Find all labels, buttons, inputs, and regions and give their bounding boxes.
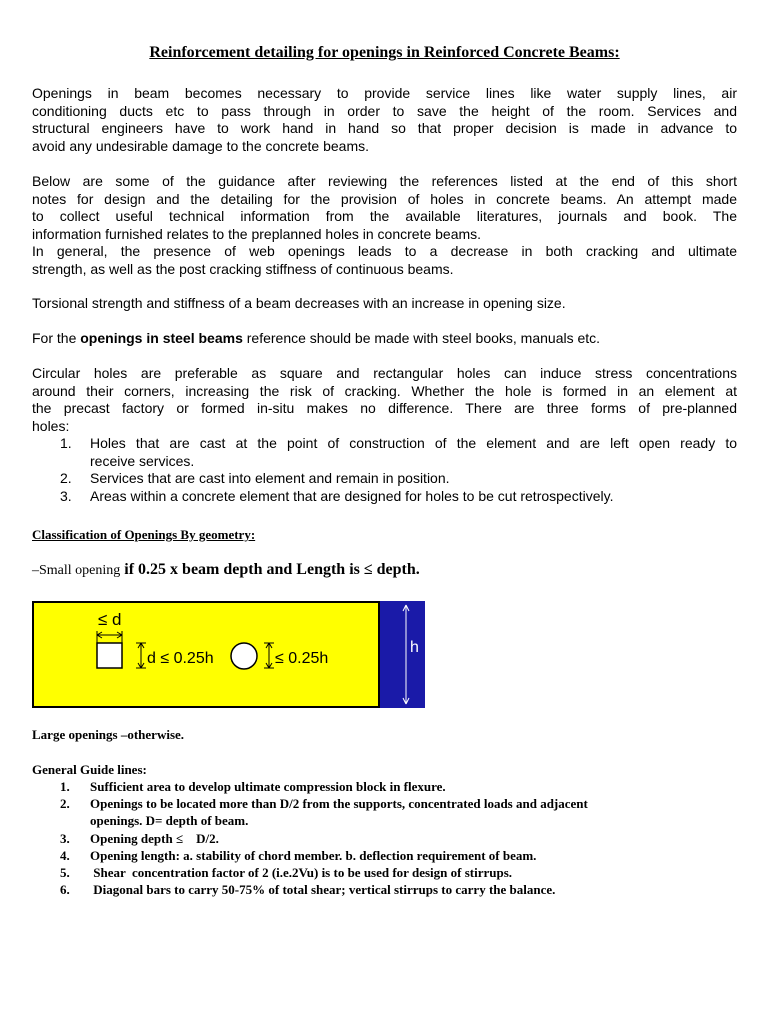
text-line: Torsional strength and stiffness of a beam decreases with an increase in opening size. [32,295,566,311]
text-line: Circular holes are preferable as square and rectangular holes can induce stress concentrations [32,365,737,381]
small-opening-criteria: if 0.25 x beam depth and Length is ≤ depth. [120,561,420,578]
paragraph-steel-beams [32,330,737,348]
beam-height-label: h [410,639,419,656]
paragraph-web-openings [32,243,737,278]
paragraph-torsion [32,295,737,313]
square-depth-label: d ≤ 0.25h [147,650,214,667]
width-limit-label: ≤ d [98,610,122,629]
beam-opening-diagram [32,601,425,708]
list-item [32,795,737,829]
text-line: avoid any undesirable damage to the concrete beams. [32,137,369,154]
text-line: Holes that are cast at the point of construction of the element and are left open ready to [90,435,737,451]
list-number: 3. [60,830,70,846]
text-line: Diagonal bars to carry 50-75% of total shear; vertical stirrups to carry the balance. [90,882,556,898]
list-item [32,778,737,795]
text-line: receive services. [90,452,195,469]
list-number: 2. [60,470,72,486]
list-number: 6. [60,882,70,898]
text-line: the precast factory or formed in-situ makes no difference. There are three forms of pre-planned [32,400,737,416]
text-line: strength, as well as the post cracking stiffness of continuous beams. [32,260,454,277]
list-number: 2. [60,796,70,812]
text-line: In general, the presence of web openings leads to a decrease in both cracking and ultimate [32,243,737,259]
text-line: Opening depth ≤ D/2. [90,830,219,846]
circular-opening [231,643,257,669]
list-item [32,864,737,881]
list-number: 1. [60,435,72,451]
list-number: 5. [60,865,70,881]
hole-forms-list [32,435,737,505]
text-line: around their corners, increasing the risk of cracking. Whether the hole is formed in an element at [32,382,737,399]
text-line: conditioning ducts etc to pass through in order to save the height of the room. Services and [32,102,737,119]
list-number: 3. [60,487,72,504]
text-run-bold: openings in steel beams [80,330,243,346]
text-line: holes: [32,417,70,434]
small-opening-prefix: –Small opening [32,563,121,578]
text-line: information furnished relates to the preplanned holes in concrete beams. [32,225,482,242]
text-line: Opening length: a. stability of chord member. b. deflection requirement of beam. [90,847,537,863]
list-item [32,470,737,488]
list-number: 1. [60,779,70,794]
list-item [32,830,737,847]
text-line: Shear concentration factor of 2 (i.e.2Vu) is to be used for design of stirrups. [90,865,513,881]
text-line: Below are some of the guidance after reviewing the references listed at the end of this short [32,173,737,189]
circle-depth-label: ≤ 0.25h [275,650,329,667]
guidelines-list [32,778,737,898]
list-item [32,488,737,506]
text-line: Areas within a concrete element that are designed for holes to be cut retrospectively. [90,487,614,504]
guidelines-heading: General Guide lines: [32,762,147,777]
list-number: 4. [60,847,70,863]
paragraph-guidance [32,173,737,243]
paragraph-intro [32,85,737,155]
classification-heading: Classification of Openings By geometry: [32,527,256,542]
paragraph-circular-holes [32,365,737,435]
list-item [32,847,737,864]
document-title: Reinforcement detailing for openings in Reinforced Concrete Beams: [149,44,620,61]
text-line: structural engineers have to work hand in hand so that proper decision is made in advance to [32,120,737,136]
square-opening [97,643,122,668]
text-line: Openings in beam becomes necessary to provide service lines like water supply lines, air [32,85,737,101]
large-openings-note: Large openings –otherwise. [32,727,185,742]
small-opening-definition [32,561,420,579]
text-run: reference should be made with steel books, manuals etc. [242,330,601,346]
text-line: openings. D= depth of beam. [90,813,249,829]
text-line: to collect useful technical information from the available literatures, journals and book. The [32,208,737,224]
text-line: notes for design and the detailing for the provision of holes in concrete beams. An attempt made [32,190,737,207]
list-item [32,435,737,470]
text-line: Sufficient area to develop ultimate compression block in flexure. [90,779,446,794]
text-line: Openings to be located more than D/2 from the supports, concentrated loads and adjacent [90,796,588,812]
text-run: For the [32,330,81,346]
text-line: Services that are cast into element and remain in position. [90,470,450,486]
list-item [32,881,737,898]
